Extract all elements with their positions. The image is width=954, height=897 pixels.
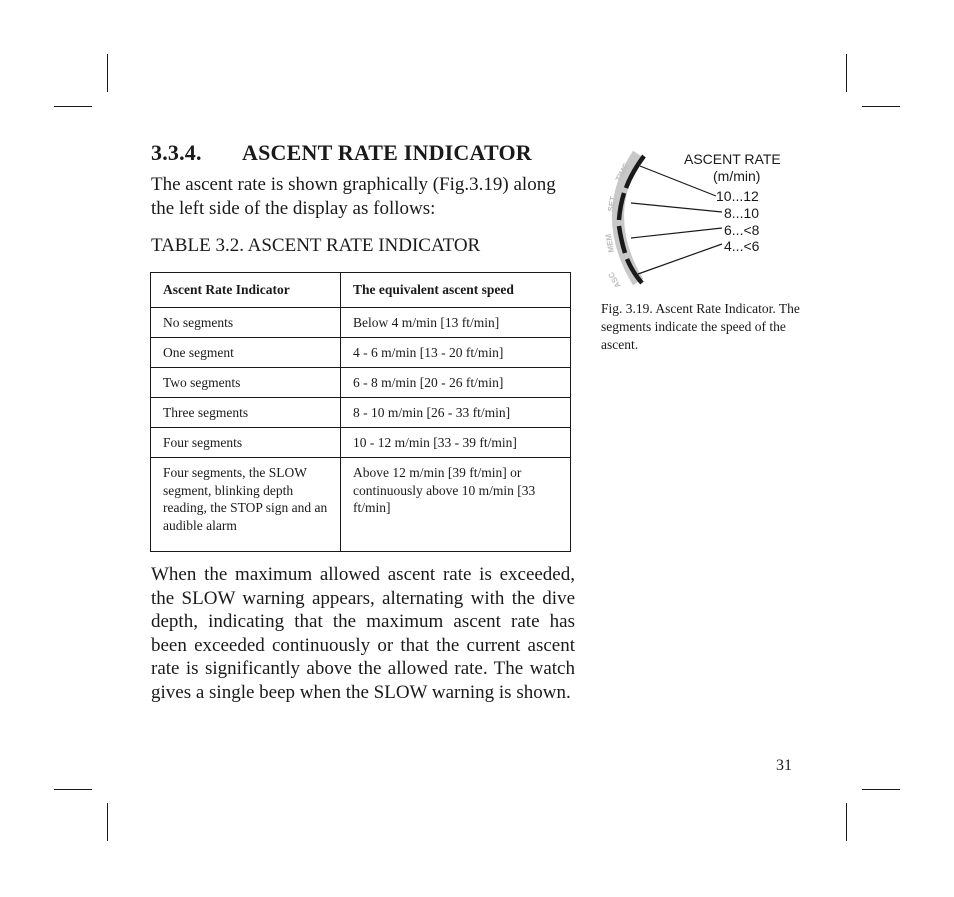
crop-mark <box>54 106 92 107</box>
table-cell: Four segments <box>151 428 341 458</box>
leader-line <box>631 228 722 238</box>
table-cell: Below 4 m/min [13 ft/min] <box>341 308 571 338</box>
table-row <box>151 428 571 458</box>
side-label-asc: ASC <box>606 270 623 290</box>
table-row <box>151 368 571 398</box>
section-heading <box>151 140 532 166</box>
table-title: TABLE 3.2. ASCENT RATE INDICATOR <box>151 235 481 256</box>
table-cell: Three segments <box>151 398 341 428</box>
rate-label: 4...<6 <box>724 238 760 254</box>
leader-line <box>640 166 716 196</box>
crop-mark <box>107 54 108 92</box>
figure-unit: (m/min) <box>713 168 761 184</box>
rate-label: 6...<8 <box>724 222 760 238</box>
table-cell: No segments <box>151 308 341 338</box>
table-header-cell: The equivalent ascent speed <box>341 273 571 308</box>
body-paragraph: When the maximum allowed ascent rate is exceeded, the SLOW warning appears, alternating with the dive depth, indicating that the maximum ascent rate has been exceeded continuously or that the current ascent rate is significantly above the allowed rate. The watch gives a single beep when the SLOW warning is shown. <box>151 564 575 703</box>
crop-mark <box>862 789 900 790</box>
leader-line <box>631 203 722 212</box>
ascent-rate-table <box>150 272 571 552</box>
table-cell: Four segments, the SLOW segment, blinking depth reading, the STOP sign and an audible alarm <box>151 458 341 552</box>
rate-label: 10...12 <box>716 188 759 204</box>
rate-label: 8...10 <box>724 205 760 221</box>
figure-title: ASCENT RATE <box>684 151 781 167</box>
figure-caption: Fig. 3.19. Ascent Rate Indicator. The segments indicate the speed of the ascent. <box>601 301 800 352</box>
table-cell: 6 - 8 m/min [20 - 26 ft/min] <box>341 368 571 398</box>
table-cell: Above 12 m/min [39 ft/min] or continuously above 10 m/min [33 ft/min] <box>341 458 571 552</box>
crop-mark <box>107 803 108 841</box>
side-label-set: SET <box>606 195 618 213</box>
table-cell: 4 - 6 m/min [13 - 20 ft/min] <box>341 338 571 368</box>
side-label-mem: MEM <box>603 233 616 254</box>
page-number: 31 <box>776 757 792 774</box>
crop-mark <box>54 789 92 790</box>
crop-mark <box>846 803 847 841</box>
table-row <box>151 308 571 338</box>
table-row <box>151 458 571 552</box>
section-title: ASCENT RATE INDICATOR <box>242 140 532 165</box>
intro-paragraph: The ascent rate is shown graphically (Fig.3.19) along the left side of the display as follows: <box>151 174 556 219</box>
table-row <box>151 338 571 368</box>
crop-mark <box>862 106 900 107</box>
table-row <box>151 398 571 428</box>
table-cell: One segment <box>151 338 341 368</box>
table-cell: 8 - 10 m/min [26 - 33 ft/min] <box>341 398 571 428</box>
table-cell: Two segments <box>151 368 341 398</box>
side-label-time: TIME <box>613 161 631 183</box>
table-header-cell: Ascent Rate Indicator <box>151 273 341 308</box>
table-cell: 10 - 12 m/min [33 - 39 ft/min] <box>341 428 571 458</box>
section-number: 3.3.4. <box>151 140 202 165</box>
leader-line <box>638 244 722 274</box>
ascent-rate-figure <box>596 140 806 300</box>
crop-mark <box>846 54 847 92</box>
table-header-row <box>151 273 571 308</box>
